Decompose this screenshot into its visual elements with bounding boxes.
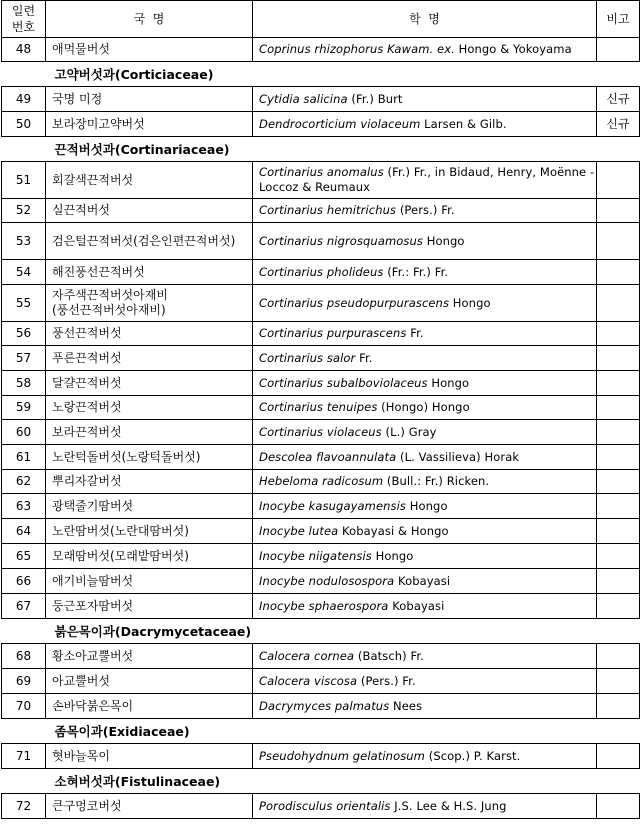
species-row	[2, 794, 640, 819]
scientific-name	[253, 744, 597, 769]
serial-number: 49	[2, 87, 46, 112]
header-remarks	[597, 1, 640, 38]
scientific-binomial: Cortinarius tenuipes	[259, 400, 378, 414]
species-row	[2, 38, 640, 62]
serial-number: 55	[2, 285, 46, 322]
species-row	[2, 744, 640, 769]
scientific-binomial: Cortinarius hemitrichus	[259, 203, 397, 217]
remarks	[597, 669, 640, 694]
scientific-author: Hongo	[406, 498, 448, 513]
scientific-name	[253, 420, 597, 445]
scientific-binomial: Cortinarius pseudopurpurascens	[259, 295, 450, 310]
remarks	[597, 494, 640, 519]
scientific-author: (Batsch) Fr.	[354, 648, 424, 663]
serial-number: 71	[2, 744, 46, 769]
korean-name: 광택줄기땀버섯	[46, 494, 253, 519]
species-row	[2, 669, 640, 694]
scientific-binomial: Descolea flavoannulata	[259, 449, 397, 464]
scientific-author: Hongo	[422, 233, 465, 248]
scientific-name	[253, 371, 597, 396]
remarks	[597, 285, 640, 322]
species-row	[2, 112, 640, 137]
header-remarks-text: 비고	[606, 11, 630, 26]
scientific-author: Fr.	[406, 326, 424, 340]
species-row	[2, 519, 640, 544]
remarks	[597, 223, 640, 260]
scientific-author: Nees	[389, 698, 423, 713]
family-heading: 끈적버섯과(Cortinariaceae)	[54, 141, 230, 157]
scientific-author: (L. Vassilieva) Horak	[396, 449, 520, 464]
remarks	[597, 744, 640, 769]
remarks	[597, 794, 640, 819]
serial-number: 51	[2, 162, 46, 199]
scientific-author: (Scop.) P. Karst.	[424, 748, 521, 763]
species-row	[2, 87, 640, 112]
scientific-binomial: Coprinus rhizophorus Kawam. ex.	[259, 42, 455, 56]
species-row	[2, 346, 640, 371]
scientific-name	[253, 445, 597, 470]
remarks	[597, 644, 640, 669]
remarks	[597, 322, 640, 346]
scientific-binomial: Inocybe sphaerospora	[259, 598, 389, 613]
header-row	[2, 1, 640, 38]
scientific-binomial: Inocybe niigatensis	[259, 548, 372, 563]
scientific-binomial: Dacrymyces palmatus	[259, 698, 390, 713]
korean-name: 모래땀버섯(모래밭땀버섯)	[46, 544, 253, 569]
remarks	[597, 470, 640, 494]
scientific-binomial: Inocybe kasugayamensis	[259, 498, 407, 513]
scientific-name	[253, 644, 597, 669]
header-korean-name-text: 국 명	[133, 11, 165, 26]
korean-name: 실끈적버섯	[46, 199, 253, 223]
species-row	[2, 285, 640, 322]
korean-name: 달걀끈적버섯	[46, 371, 253, 396]
korean-name: 손바닥붉은목이	[46, 694, 253, 719]
species-row	[2, 594, 640, 619]
scientific-author: (Fr.: Fr.) Fr.	[383, 264, 449, 279]
serial-number: 66	[2, 569, 46, 594]
scientific-binomial: Porodisculus orientalis	[259, 798, 391, 813]
scientific-author: (Bull.: Fr.) Ricken.	[383, 474, 490, 488]
scientific-name	[253, 223, 597, 260]
remarks	[597, 396, 640, 420]
remarks	[597, 445, 640, 470]
species-row	[2, 199, 640, 223]
remarks	[597, 38, 640, 62]
family-heading: 소혀버섯과(Fistulinaceae)	[54, 773, 221, 789]
serial-number: 56	[2, 322, 46, 346]
scientific-binomial: Inocybe lutea	[259, 523, 339, 538]
species-row	[2, 223, 640, 260]
serial-number: 70	[2, 694, 46, 719]
header-korean-name	[46, 1, 253, 38]
family-heading-row	[2, 62, 640, 87]
species-row	[2, 544, 640, 569]
serial-number: 67	[2, 594, 46, 619]
remarks	[597, 162, 640, 199]
scientific-name	[253, 285, 597, 322]
species-row	[2, 322, 640, 346]
scientific-name	[253, 396, 597, 420]
korean-name: 노란땀버섯(노란대땀버섯)	[46, 519, 253, 544]
scientific-name	[253, 494, 597, 519]
scientific-binomial: Calocera cornea	[259, 648, 355, 663]
species-row	[2, 396, 640, 420]
scientific-name	[253, 346, 597, 371]
serial-number: 62	[2, 470, 46, 494]
korean-name: 푸른끈적버섯	[46, 346, 253, 371]
scientific-author: (L.) Gray	[381, 424, 437, 439]
remarks	[597, 694, 640, 719]
scientific-name	[253, 470, 597, 494]
remarks	[597, 420, 640, 445]
korean-name: 애먹물버섯	[46, 38, 253, 62]
korean-name: 황소아교뿔버섯	[46, 644, 253, 669]
serial-number: 65	[2, 544, 46, 569]
korean-name: 회갈색끈적버섯	[46, 162, 253, 199]
serial-number: 54	[2, 260, 46, 285]
scientific-author: Kobayasi	[394, 573, 451, 588]
scientific-binomial: Cytidia salicina	[259, 91, 348, 106]
serial-number: 58	[2, 371, 46, 396]
korean-name: 혓바늘목이	[46, 744, 253, 769]
korean-name: 애기비늘땀버섯	[46, 569, 253, 594]
remarks	[597, 569, 640, 594]
scientific-author: Hongo	[427, 375, 470, 390]
korean-name: 노랑끈적버섯	[46, 396, 253, 420]
korean-name: 검은털끈적버섯(검은인편끈적버섯)	[46, 223, 253, 260]
header-scientific-name	[253, 1, 597, 38]
korean-name: 자주색끈적버섯아재비 (풍선끈적버섯아재비)	[46, 285, 253, 322]
scientific-author: Kobayasi	[388, 598, 445, 613]
remarks	[597, 260, 640, 285]
family-heading: 좀목이과(Exidiaceae)	[54, 723, 190, 739]
scientific-binomial: Hebeloma radicosum	[259, 474, 384, 488]
scientific-binomial: Cortinarius violaceus	[259, 424, 382, 439]
family-heading: 고약버섯과(Corticiaceae)	[54, 66, 214, 82]
serial-number: 64	[2, 519, 46, 544]
remarks	[597, 544, 640, 569]
species-table	[1, 0, 640, 819]
species-row	[2, 162, 640, 199]
header-serial-number	[2, 1, 46, 38]
korean-name: 풍선끈적버섯	[46, 322, 253, 346]
scientific-binomial: Cortinarius nigrosquamosus	[259, 233, 423, 248]
family-heading-row	[2, 769, 640, 794]
korean-name: 뿌리자갈버섯	[46, 470, 253, 494]
korean-name: 보라끈적버섯	[46, 420, 253, 445]
scientific-binomial: Cortinarius purpurascens	[259, 326, 407, 340]
scientific-name	[253, 199, 597, 223]
scientific-binomial: Cortinarius pholideus	[259, 264, 384, 279]
scientific-binomial: Dendrocorticium violaceum	[259, 116, 421, 131]
header-scientific-name-text: 학 명	[409, 11, 440, 26]
species-table-body	[2, 1, 640, 819]
scientific-name	[253, 87, 597, 112]
scientific-name	[253, 519, 597, 544]
remarks	[597, 594, 640, 619]
scientific-author: (Fr.) Fr., in Bidaud, Henry, Moënne -Loccoz & Reumaux	[259, 165, 595, 194]
scientific-author: (Hongo) Hongo	[377, 400, 470, 414]
family-heading: 붉은목이과(Dacrymycetaceae)	[54, 623, 252, 639]
species-row	[2, 694, 640, 719]
remarks	[597, 519, 640, 544]
scientific-author: (Fr.) Burt	[347, 91, 403, 106]
scientific-name	[253, 694, 597, 719]
remarks: 신규	[597, 87, 640, 112]
scientific-author: Fr.	[355, 350, 373, 365]
scientific-binomial: Pseudohydnum gelatinosum	[259, 748, 425, 763]
family-heading-row	[2, 137, 640, 162]
korean-name: 노란턱돌버섯(노랑턱돌버섯)	[46, 445, 253, 470]
scientific-name	[253, 260, 597, 285]
species-row	[2, 494, 640, 519]
remarks	[597, 346, 640, 371]
serial-number: 53	[2, 223, 46, 260]
korean-name: 국명 미정	[46, 87, 253, 112]
serial-number: 69	[2, 669, 46, 694]
korean-name: 보라장미고약버섯	[46, 112, 253, 137]
species-row	[2, 371, 640, 396]
serial-number: 59	[2, 396, 46, 420]
scientific-binomial: Inocybe nodulosospora	[259, 573, 395, 588]
korean-name: 아교뿔버섯	[46, 669, 253, 694]
serial-number: 61	[2, 445, 46, 470]
korean-name: 큰구멍코버섯	[46, 794, 253, 819]
scientific-name	[253, 569, 597, 594]
korean-name: 해진풍선끈적버섯	[46, 260, 253, 285]
scientific-name	[253, 794, 597, 819]
scientific-name	[253, 544, 597, 569]
species-row	[2, 644, 640, 669]
scientific-author: Hongo	[371, 548, 414, 563]
species-row	[2, 470, 640, 494]
scientific-author: Kobayasi & Hongo	[338, 523, 449, 538]
serial-number: 60	[2, 420, 46, 445]
serial-number: 63	[2, 494, 46, 519]
serial-number: 57	[2, 346, 46, 371]
scientific-binomial: Cortinarius subalboviolaceus	[259, 375, 428, 390]
scientific-name	[253, 594, 597, 619]
serial-number: 52	[2, 199, 46, 223]
species-row	[2, 420, 640, 445]
serial-number: 48	[2, 38, 46, 62]
header-serial-number-text: 일련 번호	[11, 4, 36, 34]
remarks	[597, 199, 640, 223]
scientific-name	[253, 162, 597, 199]
remarks	[597, 371, 640, 396]
serial-number: 68	[2, 644, 46, 669]
scientific-author: J.S. Lee & H.S. Jung	[390, 798, 507, 813]
scientific-name	[253, 322, 597, 346]
species-row	[2, 445, 640, 470]
species-row	[2, 260, 640, 285]
family-heading-row	[2, 619, 640, 644]
scientific-name	[253, 669, 597, 694]
serial-number: 72	[2, 794, 46, 819]
family-heading-row	[2, 719, 640, 744]
korean-name: 둥근포자땀버섯	[46, 594, 253, 619]
scientific-binomial: Cortinarius anomalus	[259, 165, 384, 179]
scientific-binomial: Cortinarius salor	[259, 350, 356, 365]
species-row	[2, 569, 640, 594]
scientific-binomial: Calocera viscosa	[259, 673, 358, 688]
scientific-author: Hongo & Yokoyama	[454, 42, 572, 56]
scientific-author: (Pers.) Fr.	[396, 203, 455, 217]
scientific-author: Hongo	[449, 295, 491, 310]
scientific-name	[253, 112, 597, 137]
remarks: 신규	[597, 112, 640, 137]
scientific-author: Larsen & Gilb.	[420, 116, 507, 131]
serial-number: 50	[2, 112, 46, 137]
scientific-author: (Pers.) Fr.	[357, 673, 416, 688]
scientific-name	[253, 38, 597, 62]
